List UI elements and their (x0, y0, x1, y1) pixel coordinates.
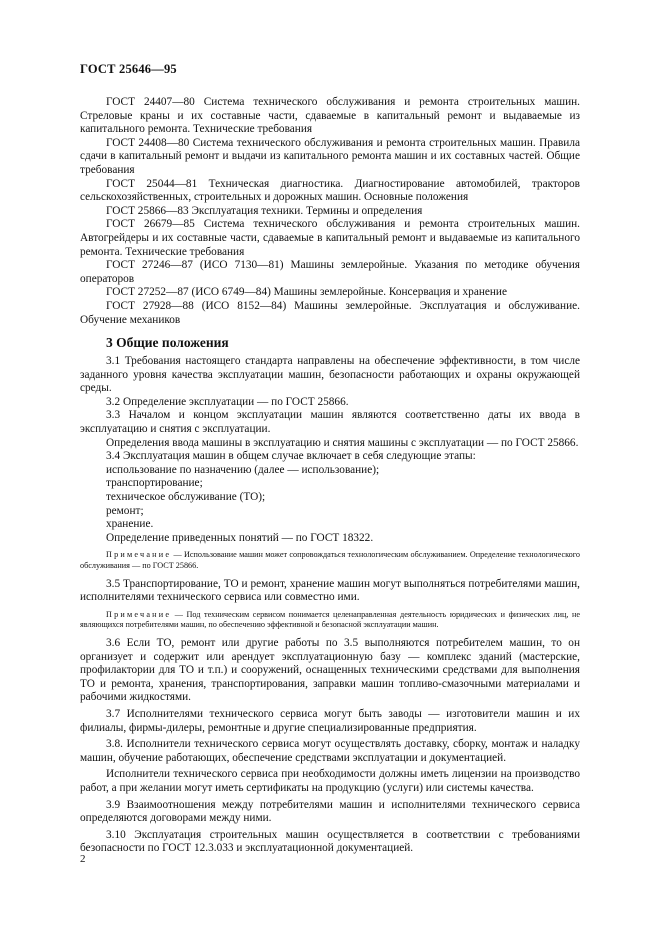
stage-item: техническое обслуживание (ТО); (106, 491, 266, 504)
stage-item: использование по назначению (далее — использование); (106, 463, 380, 476)
clause-3-4-definition: Определение приведенных понятий — по ГОСТ 18322. (106, 531, 374, 544)
section-title: 3 Общие положения (106, 335, 229, 351)
reference-gost-27246: ГОСТ 27246—87 (ИСО 7130—81) Машины землеройные. Указания по методике обучения операторов (80, 259, 580, 285)
clause-3-2: 3.2 Определение эксплуатации — по ГОСТ 25866. (106, 395, 349, 408)
clause-3-7: 3.7 Исполнителями технического сервиса могут быть заводы — изготовители машин и их филиалы, фирмы-дилеры, ремонтные и другие специализированные предприятия. (80, 707, 580, 734)
clause-3-9: 3.9 Взаимоотношения между потребителями машин и исполнителями технического сервиса определяются договорами между ними. (80, 798, 580, 825)
document-body (80, 96, 580, 856)
clause-3-8: 3.8. Исполнители технического сервиса могут осуществлять доставку, сборку, монтаж и наладку машин, обучение работающих, обеспечение средствами эксплуатации и документацией. (80, 738, 580, 764)
document-code: ГОСТ 25646—95 (80, 62, 177, 76)
reference-gost-25866: ГОСТ 25866—83 Эксплуатация техники. Термины и определения (106, 204, 423, 217)
note-2-text: — Под техническим сервисом понимается целенаправленная деятельность юридических и физических лиц, не являющихся потребителями машин, по обеспечению эффективной и безопасной эксплуатации машин. (80, 609, 581, 630)
reference-gost-27928: ГОСТ 27928—88 (ИСО 8152—84) Машины землеройные. Эксплуатация и обслуживание. Обучение механиков (80, 299, 580, 326)
clause-3-6: 3.6 Если ТО, ремонт или другие работы по 3.5 выполняются потребителем машин, то он организует и содержит или арендует эксплуатационную базу — комплекс зданий (мастерские, профилактории для ТО и т.п.) и сооружений, оснащенных техническими средствами для выполнения ТО и ремонта, хранения, транспортирования, заправки машин топливо-смазочными материалами и рабочими жидкостями. (80, 636, 580, 704)
clause-3-5: 3.5 Транспортирование, ТО и ремонт, хранение машин могут выполняться потребителями машин, исполнителями технического сервиса или совместно ими. (80, 577, 580, 604)
note-label: Примечание (106, 609, 172, 619)
clause-3-4: 3.4 Эксплуатация машин в общем случае включает в себя следующие этапы: (106, 450, 476, 463)
clause-3-3: 3.3 Началом и концом эксплуатации машин являются соответственно даты их ввода в эксплуатацию и снятия с эксплуатации. (80, 409, 580, 436)
reference-gost-27252: ГОСТ 27252—87 (ИСО 6749—84) Машины землеройные. Консервация и хранение (106, 286, 507, 299)
stage-item: ремонт; (106, 504, 144, 517)
note-1-text: — Использование машин может сопровождаться технологическим обслуживанием. Определение технологического обслуживания — по ГОСТ 25866. (80, 550, 580, 570)
clause-3-3-definition: Определения ввода машины в эксплуатацию и снятия машины с эксплуатации — по ГОСТ 25866. (106, 436, 579, 449)
reference-gost-24408: ГОСТ 24408—80 Система технического обслуживания и ремонта строительных машин. Правила сдачи в капитальный ремонт и выдачи из капитального ремонта машин и их составных частей. Общие требования (80, 136, 580, 176)
reference-gost-26679: ГОСТ 26679—85 Система технического обслуживания и ремонта строительных машин. Автогрейдеры и их составные части, сдаваемые в капитальный ремонт и выдаваемые из капитального ремонта. Технические требования (80, 218, 580, 258)
stage-item: хранение. (106, 518, 154, 531)
clause-3-10: 3.10 Эксплуатация строительных машин осуществляется в соответствии с требованиями безопасности по ГОСТ 12.3.033 и эксплуатационной документацией. (80, 828, 580, 855)
note-1 (80, 550, 580, 571)
clause-3-8-licenses: Исполнители технического сервиса при необходимости должны иметь лицензии на производство работ, а при желании могут иметь сертификаты на продукцию (услуги) или системы качества. (80, 768, 580, 794)
stage-item: транспортирование; (106, 477, 203, 490)
note-label: Примечание (106, 550, 172, 560)
note-2 (80, 610, 580, 631)
clause-3-1: 3.1 Требования настоящего стандарта направлены на обеспечение эффективности, в том числе заданного уровня качества эксплуатации машин, безопасности работающих и охраны окружающей среды. (80, 355, 580, 395)
reference-gost-25044: ГОСТ 25044—81 Техническая диагностика. Диагностирование автомобилей, тракторов сельскохозяйственных, строительных и дорожных машин. Основные положения (80, 177, 580, 204)
page-number: 2 (80, 853, 86, 865)
reference-gost-24407: ГОСТ 24407—80 Система технического обслуживания и ремонта строительных машин. Стреловые краны и их составные части, сдаваемые в капитальный ремонт и выдаваемые из капитального ремонта. Технические требования (80, 96, 580, 136)
